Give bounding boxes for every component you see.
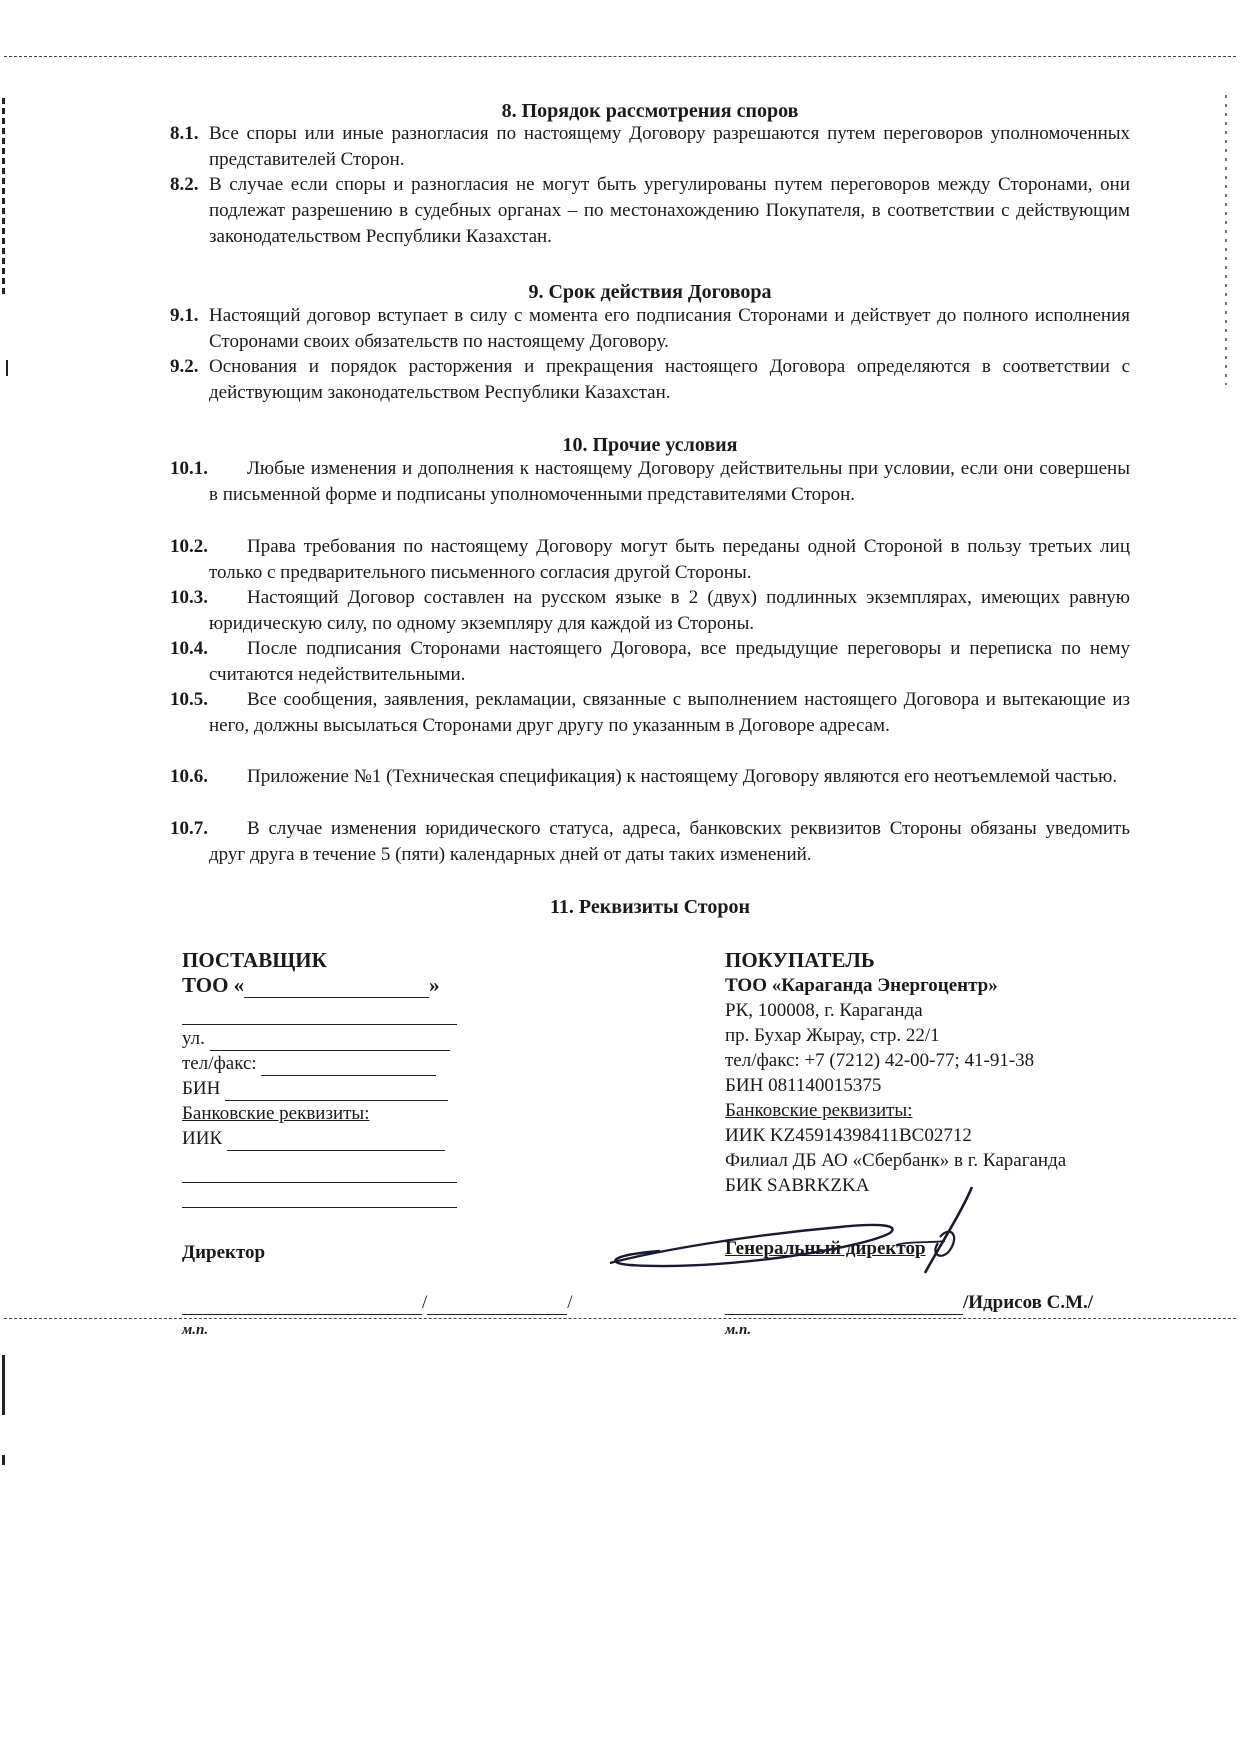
clause-number: 8.1. xyxy=(170,123,199,144)
clause-10-6 xyxy=(170,764,1130,790)
clause-9-2 xyxy=(170,354,1130,406)
buyer-bank-label: Банковские реквизиты: xyxy=(725,1100,913,1121)
clause-text: В случае если споры и разногласия не могут быть урегулированы путем переговоров между Сторонами, они подлежат разрешению в судебных органах – по местонахождению Покупателя, в соответствии с действующим законодательством Республики Казахстан. xyxy=(209,174,1130,247)
buyer-signer-title: Генеральный директор xyxy=(725,1238,926,1259)
clause-8-1 xyxy=(170,121,1130,173)
supplier-blank-line[interactable] xyxy=(182,1024,457,1025)
phone-label: тел/факс: xyxy=(182,1053,257,1074)
supplier-company: ТОО « » xyxy=(182,973,440,997)
section-8-title: 8. Порядок рассмотрения споров xyxy=(501,100,799,122)
clause-text: Приложение №1 (Техническая спецификация) к настоящему Договору являются его неотъемлемой частью. xyxy=(247,766,1118,787)
clause-number: 10.2. xyxy=(170,536,208,557)
clause-number: 9.2. xyxy=(170,356,199,377)
buyer-bank-name: Филиал ДБ АО «Сбербанк» в г. Караганда xyxy=(725,1150,1067,1171)
buyer-heading: ПОКУПАТЕЛЬ xyxy=(725,948,875,972)
clause-text: Права требования по настоящему Договору могут быть переданы одной Стороной в пользу третьих лиц только с предварительного письменного согласия другой Стороны. xyxy=(209,536,1130,583)
supplier-name-field[interactable] xyxy=(427,1297,567,1315)
supplier-stamp-label: м.п. xyxy=(182,1322,209,1338)
street-label: ул. xyxy=(182,1028,205,1049)
buyer-company: ТОО «Караганда Энергоцентр» xyxy=(725,975,998,996)
buyer-block xyxy=(725,948,1155,1198)
buyer-stamp-label: м.п. xyxy=(725,1322,752,1338)
clause-10-7 xyxy=(170,816,1130,868)
scan-mark xyxy=(1225,95,1227,385)
section-11-title: 11. Реквизиты Сторон xyxy=(550,896,750,918)
clause-text: Основания и порядок расторжения и прекращения настоящего Договора определяются в соответствии с действующим законодательством Республики Казахстан. xyxy=(209,356,1130,403)
handwritten-signature xyxy=(600,1175,980,1305)
clause-number: 10.1. xyxy=(170,458,208,479)
section-9-title: 9. Срок действия Договора xyxy=(528,281,772,303)
supplier-heading: ПОСТАВЩИК xyxy=(182,948,327,972)
supplier-company-field[interactable] xyxy=(244,980,429,998)
buyer-signer-name: /Идрисов С.М./ xyxy=(963,1292,1094,1313)
supplier-signature-line: / / xyxy=(182,1290,582,1315)
clause-text: Настоящий договор вступает в силу с момента его подписания Сторонами и действует до полного исполнения Сторонами своих обязательств по настоящему Договору. xyxy=(209,305,1130,352)
clause-text: Любые изменения и дополнения к настоящему Договору действительны при условии, если они совершены в письменной форме и подписаны уполномоченными представителями Сторон. xyxy=(209,458,1130,505)
bottom-scan-line xyxy=(4,1318,1236,1319)
clause-text: В случае изменения юридического статуса, адреса, банковских реквизитов Стороны обязаны уведомить друг друга в течение 5 (пяти) календарных дней от даты таких изменений. xyxy=(209,818,1130,865)
buyer-phone: тел/факс: +7 (7212) 42-00-77; 41-91-38 xyxy=(725,1050,1035,1071)
buyer-bik: БИК SABRKZKA xyxy=(725,1175,870,1196)
supplier-signer-title: Директор xyxy=(182,1242,266,1263)
clause-number: 10.3. xyxy=(170,587,208,608)
clause-number: 10.7. xyxy=(170,818,208,839)
scan-mark xyxy=(6,360,8,376)
clause-text: Все споры или иные разногласия по настоящему Договору разрешаются путем переговоров уполномоченных представителей Сторон. xyxy=(209,123,1130,170)
clause-8-2 xyxy=(170,172,1130,250)
buyer-iik: ИИК KZ45914398411BC02712 xyxy=(725,1125,972,1146)
clause-text: Настоящий Договор составлен на русском языке в 2 (двух) подлинных экземплярах, имеющих равную юридическую силу, по одному экземпляру для каждой из Стороны. xyxy=(209,587,1130,634)
bin-label: БИН xyxy=(182,1078,221,1099)
clause-text: Все сообщения, заявления, рекламации, связанные с выполнением настоящего Договора и вытекающие из него, должны высылаться Сторонами друг другу по указанным в Договоре адресам. xyxy=(209,689,1130,736)
clause-9-1 xyxy=(170,303,1130,355)
clause-number: 9.1. xyxy=(170,305,199,326)
clause-number: 10.4. xyxy=(170,638,208,659)
iik-label: ИИК xyxy=(182,1128,223,1149)
clause-10-5 xyxy=(170,687,1130,739)
section-10-title: 10. Прочие условия xyxy=(562,434,738,456)
iik-field[interactable] xyxy=(227,1133,445,1151)
scan-mark xyxy=(2,98,5,298)
buyer-address-1: РК, 100008, г. Караганда xyxy=(725,1000,923,1021)
clause-number: 10.6. xyxy=(170,766,208,787)
clause-text: После подписания Сторонами настоящего Договора, все предыдущие переговоры и переписка по нему считаются недействительными. xyxy=(209,638,1130,685)
clause-number: 8.2. xyxy=(170,174,199,195)
scan-mark xyxy=(2,1455,5,1465)
bin-field[interactable] xyxy=(225,1083,448,1101)
buyer-address-2: пр. Бухар Жырау, стр. 22/1 xyxy=(725,1025,940,1046)
clause-number: 10.5. xyxy=(170,689,208,710)
clause-10-2 xyxy=(170,534,1130,586)
clause-10-4 xyxy=(170,636,1130,688)
clause-10-1 xyxy=(170,456,1130,508)
street-field[interactable] xyxy=(210,1033,450,1051)
clause-10-3 xyxy=(170,585,1130,637)
supplier-blank-line[interactable] xyxy=(182,1182,457,1183)
supplier-signature-field[interactable] xyxy=(182,1297,422,1315)
top-scan-line xyxy=(4,56,1236,57)
scan-mark xyxy=(2,1355,5,1415)
phone-field[interactable] xyxy=(261,1058,436,1076)
supplier-block xyxy=(182,948,482,998)
buyer-bin: БИН 081140015375 xyxy=(725,1075,882,1096)
supplier-blank-line[interactable] xyxy=(182,1207,457,1208)
supplier-details xyxy=(182,1026,482,1151)
supplier-bank-label: Банковские реквизиты: xyxy=(182,1103,370,1124)
